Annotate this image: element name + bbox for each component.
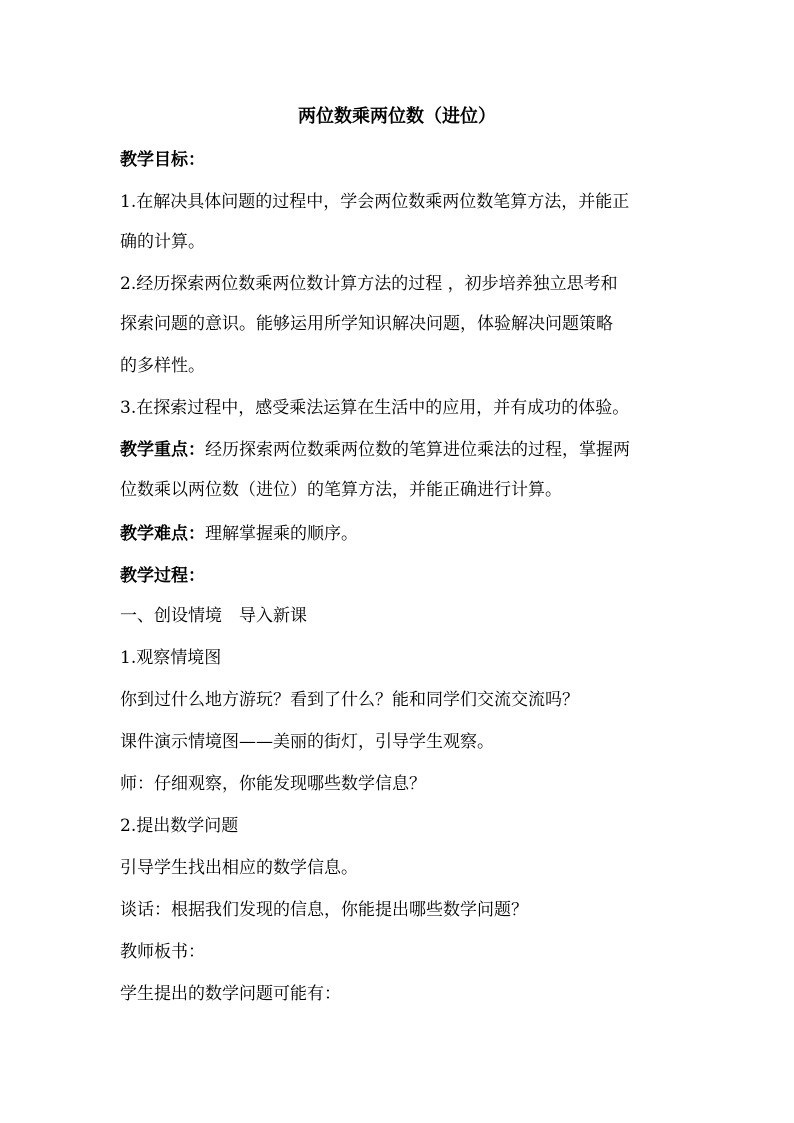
objective-3: 3.在探索过程中，感受乘法运算在生活中的应用，并有成功的体验。	[120, 398, 630, 418]
teacher-prompt: 师：仔细观察，你能发现哪些数学信息？	[120, 774, 426, 794]
key-points-line-1	[120, 438, 680, 462]
process-heading: 教学过程：	[120, 566, 205, 586]
step-2-heading: 2.提出数学问题	[120, 816, 239, 836]
difficulty-text: 理解掌握乘的顺序。	[205, 524, 358, 544]
courseware-line: 课件演示情境图——美丽的街灯，引导学生观察。	[120, 732, 494, 752]
difficulty-line	[120, 522, 680, 546]
difficulty-label: 教学难点：	[120, 524, 205, 544]
document-title: 两位数乘两位数（进位）	[298, 106, 496, 127]
guide-students-line: 引导学生找出相应的数学信息。	[120, 858, 358, 878]
objective-1-line-1: 1.在解决具体问题的过程中，学会两位数乘两位数笔算方法，并能正	[120, 192, 630, 212]
key-points-text: 经历探索两位数乘两位数的笔算进位乘法的过程，掌握两	[205, 440, 630, 460]
objectives-heading: 教学目标：	[120, 150, 205, 170]
objective-2-line-1: 2.经历探索两位数乘两位数计算方法的过程 ，初步培养独立思考和	[120, 274, 618, 294]
objective-2-line-2: 探索问题的意识。能够运用所学知识解决问题，体验解决问题策略	[120, 314, 613, 334]
key-points-line-2: 位数乘以两位数（进位）的笔算方法，并能正确进行计算。	[120, 480, 562, 500]
objective-1-line-2: 确的计算。	[120, 232, 205, 252]
question-1: 你到过什么地方游玩？看到了什么？能和同学们交流交流吗？	[120, 690, 579, 710]
student-questions-line: 学生提出的数学问题可能有：	[120, 984, 341, 1004]
section-1-heading: 一、创设情境 导入新课	[120, 606, 307, 626]
step-1-heading: 1.观察情境图	[120, 648, 222, 668]
talk-line: 谈话：根据我们发现的信息，你能提出哪些数学问题？	[120, 900, 528, 920]
key-points-label: 教学重点：	[120, 440, 205, 460]
objective-2-line-3: 的多样性。	[120, 356, 205, 376]
blackboard-line: 教师板书：	[120, 942, 205, 962]
